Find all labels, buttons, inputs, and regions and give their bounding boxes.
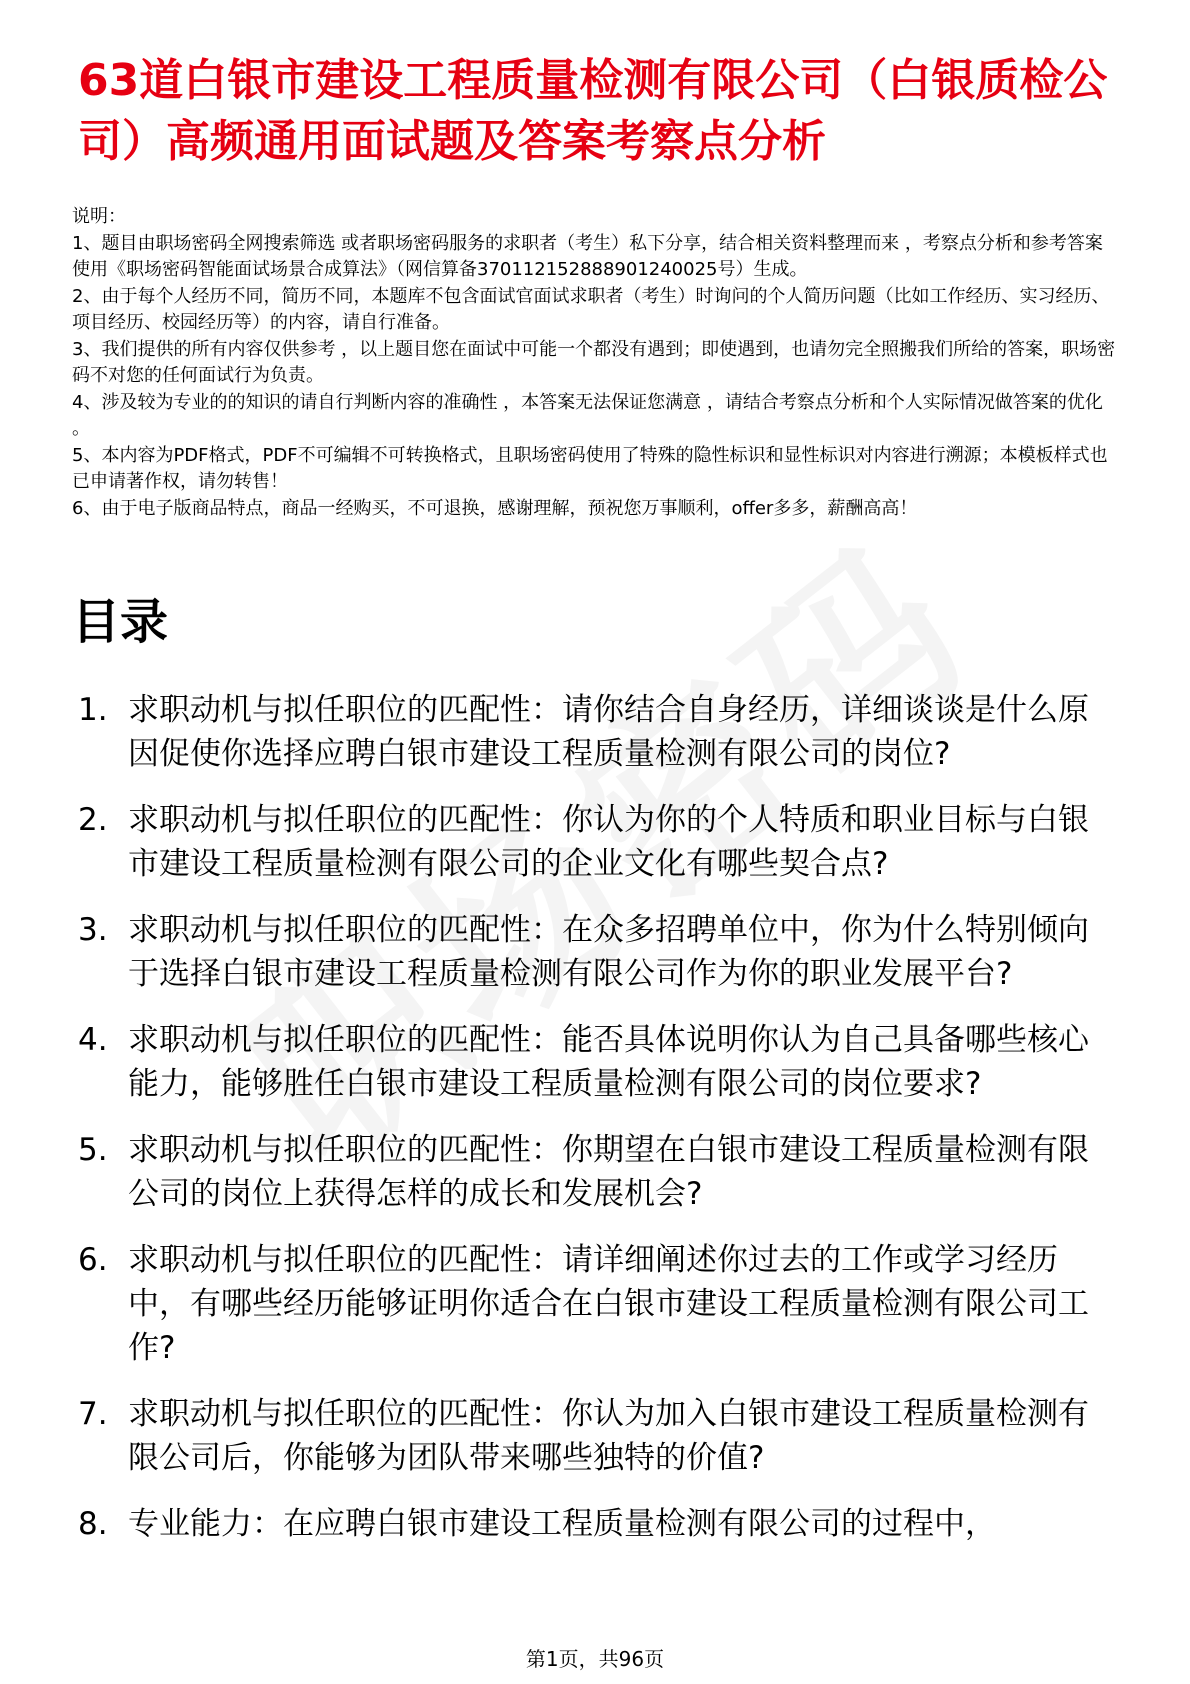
- toc-item-number: 2.: [78, 802, 108, 838]
- document-title: 63道白银市建设工程质量检测有限公司（白银质检公司）高频通用面试题及答案考察点分析: [78, 55, 1108, 167]
- page-number: 第1页，共96页: [525, 1647, 665, 1671]
- note-item: 4、涉及较为专业的的知识的请自行判断内容的准确性 ，本答案无法保证您满意 ，请结合考察点分析和个人实际情况做答案的优化 。: [72, 391, 1103, 439]
- toc-item-number: 7.: [78, 1396, 108, 1432]
- toc-item-number: 8.: [78, 1506, 108, 1542]
- toc-item[interactable]: [0, 1392, 1108, 1480]
- note-item: 2、由于每个人经历不同，简历不同，本题库不包含面试官面试求职者（考生）时询问的个人简历问题（比如工作经历、实习经历、项目经历、校园经历等）的内容，请自行准备。: [72, 285, 1110, 333]
- toc-item-text: 求职动机与拟任职位的匹配性：能否具体说明你认为自己具备哪些核心能力，能够胜任白银市建设工程质量检测有限公司的岗位要求?: [128, 1022, 1089, 1102]
- notes-section: [72, 204, 1120, 522]
- note-item: 3、我们提供的所有内容仅供参考 ，以上题目您在面试中可能一个都没有遇到；即使遇到，也请勿完全照搬我们所给的答案，职场密码不对您的任何面试行为负责。: [72, 338, 1116, 386]
- toc-item-text: 求职动机与拟任职位的匹配性：在众多招聘单位中，你为什么特别倾向于选择白银市建设工程质量检测有限公司作为你的职业发展平台?: [128, 912, 1089, 992]
- toc-item[interactable]: [0, 688, 1108, 776]
- toc-list: [0, 688, 1190, 1568]
- toc-item-text: 求职动机与拟任职位的匹配性：你期望在白银市建设工程质量检测有限公司的岗位上获得怎样的成长和发展机会?: [128, 1132, 1089, 1212]
- toc-item-number: 5.: [78, 1132, 108, 1168]
- toc-item-number: 1.: [78, 692, 108, 728]
- toc-item-text: 求职动机与拟任职位的匹配性：请你结合自身经历，详细谈谈是什么原因促使你选择应聘白银市建设工程质量检测有限公司的岗位?: [128, 692, 1089, 772]
- toc-item-number: 4.: [78, 1022, 108, 1058]
- toc-item-text: 求职动机与拟任职位的匹配性：你认为加入白银市建设工程质量检测有限公司后，你能够为团队带来哪些独特的价值?: [128, 1396, 1089, 1476]
- toc-item[interactable]: [0, 908, 1108, 996]
- notes-heading: 说明：: [72, 206, 126, 227]
- toc-item[interactable]: [0, 1128, 1108, 1216]
- toc-item-text: 专业能力：在应聘白银市建设工程质量检测有限公司的过程中，: [128, 1506, 996, 1542]
- toc-item-text: 求职动机与拟任职位的匹配性：你认为你的个人特质和职业目标与白银市建设工程质量检测有限公司的企业文化有哪些契合点?: [128, 802, 1089, 882]
- note-item: 6、由于电子版商品特点，商品一经购买，不可退换，感谢理解，预祝您万事顺利，offer多多，薪酬高高！: [72, 497, 918, 519]
- toc-item-number: 3.: [78, 912, 108, 948]
- toc-item-number: 6.: [78, 1242, 108, 1278]
- note-item: 5、本内容为PDF格式，PDF不可编辑不可转换格式，且职场密码使用了特殊的隐性标识和显性标识对内容进行溯源；本模板样式也已申请著作权，请勿转售！: [72, 444, 1108, 492]
- toc-item[interactable]: [0, 798, 1108, 886]
- toc-item[interactable]: [0, 1018, 1108, 1106]
- note-item: 1、题目由职场密码全网搜索筛选 或者职场密码服务的求职者（考生）私下分享，结合相关资料整理而来 ，考察点分析和参考答案使用《职场密码智能面试场景合成算法》（网信算备370112152888901240025号）生成。: [72, 232, 1103, 280]
- toc-item-text: 求职动机与拟任职位的匹配性：请详细阐述你过去的工作或学习经历中，有哪些经历能够证明你适合在白银市建设工程质量检测有限公司工作?: [128, 1242, 1089, 1366]
- toc-item[interactable]: [0, 1502, 1108, 1546]
- toc-item[interactable]: [0, 1238, 1108, 1370]
- toc-heading: 目录: [72, 594, 169, 650]
